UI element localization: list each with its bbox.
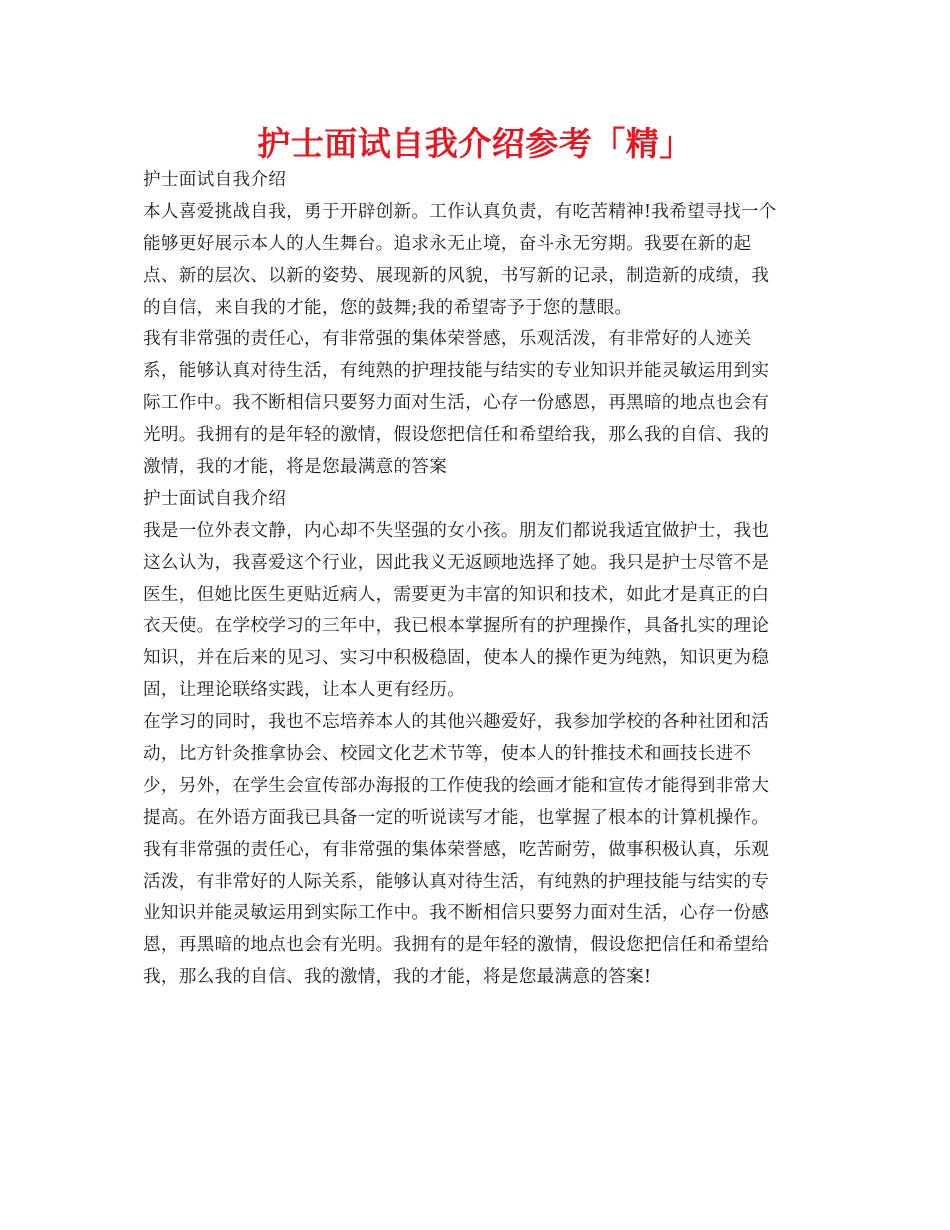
text-line: 点、新的层次、以新的姿势、展现新的风貌，书写新的记录，制造新的成绩，我 <box>143 265 770 286</box>
text-line: 恩，再黑暗的地点也会有光明。我拥有的是年轻的激情，假设您把信任和希望给 <box>143 935 770 956</box>
text-line: 系，能够认真对待生活，有纯熟的护理技能与结实的专业知识并能灵敏运用到实 <box>143 361 770 382</box>
text-line: 提高。在外语方面我已具备一定的听说读写才能，也掌握了根本的计算机操作。 <box>143 807 770 828</box>
text-line: 我有非常强的责任心，有非常强的集体荣誉感，乐观活泼，有非常好的人迹关 <box>143 329 752 350</box>
text-line: 我，那么我的自信、我的激情，我的才能，将是您最满意的答案! <box>143 967 652 988</box>
text-line: 能够更好展示本人的人生舞台。追求永无止境，奋斗永无穷期。我要在新的起 <box>143 233 752 254</box>
text-line: 我有非常强的责任心，有非常强的集体荣誉感，吃苦耐劳，做事积极认真，乐观 <box>143 839 770 860</box>
text-line: 知识，并在后来的见习、实习中积极稳固，使本人的操作更为纯熟，知识更为稳 <box>143 648 770 669</box>
text-line: 本人喜爱挑战自我，勇于开辟创新。工作认真负责，有吃苦精神!我希望寻找一个 <box>143 201 777 222</box>
text-line: 这么认为，我喜爱这个行业，因此我义无返顾地选择了她。我只是护士尽管不是 <box>143 552 770 573</box>
text-line: 活泼，有非常好的人际关系，能够认真对待生活，有纯熟的护理技能与结实的专 <box>143 871 770 892</box>
text-line: 际工作中。我不断相信只要努力面对生活，心存一份感恩，再黑暗的地点也会有 <box>143 393 770 414</box>
text-line: 激情，我的才能，将是您最满意的答案 <box>143 457 448 478</box>
document-body <box>143 165 803 994</box>
text-line: 业知识并能灵敏运用到实际工作中。我不断相信只要努力面对生活，心存一份感 <box>143 903 770 924</box>
text-line: 的自信，来自我的才能，您的鼓舞;我的希望寄予于您的慧眼。 <box>143 297 633 318</box>
text-line: 动，比方针灸推拿协会、校园文化艺术节等，使本人的针推技术和画技长进不 <box>143 744 752 765</box>
section-heading: 护士面试自我介绍 <box>143 488 287 509</box>
text-line: 医生，但她比医生更贴近病人，需要更为丰富的知识和技术，如此才是真正的白 <box>143 584 770 605</box>
document-title: 护士面试自我介绍参考「精」 <box>257 124 693 163</box>
text-line: 固，让理论联络实践，让本人更有经历。 <box>143 680 466 701</box>
text-line: 光明。我拥有的是年轻的激情，假设您把信任和希望给我，那么我的自信、我的 <box>143 425 770 446</box>
text-line: 少，另外，在学生会宣传部办海报的工作使我的绘画才能和宣传才能得到非常大 <box>143 775 770 796</box>
text-line: 在学习的同时，我也不忘培养本人的其他兴趣爱好，我参加学校的各种社团和活 <box>143 712 770 733</box>
text-line: 我是一位外表文静，内心却不失坚强的女小孩。朋友们都说我适宜做护士，我也 <box>143 520 770 541</box>
text-line: 衣天使。在学校学习的三年中，我已根本掌握所有的护理操作，具备扎实的理论 <box>143 616 770 637</box>
section-heading: 护士面试自我介绍 <box>143 170 287 190</box>
